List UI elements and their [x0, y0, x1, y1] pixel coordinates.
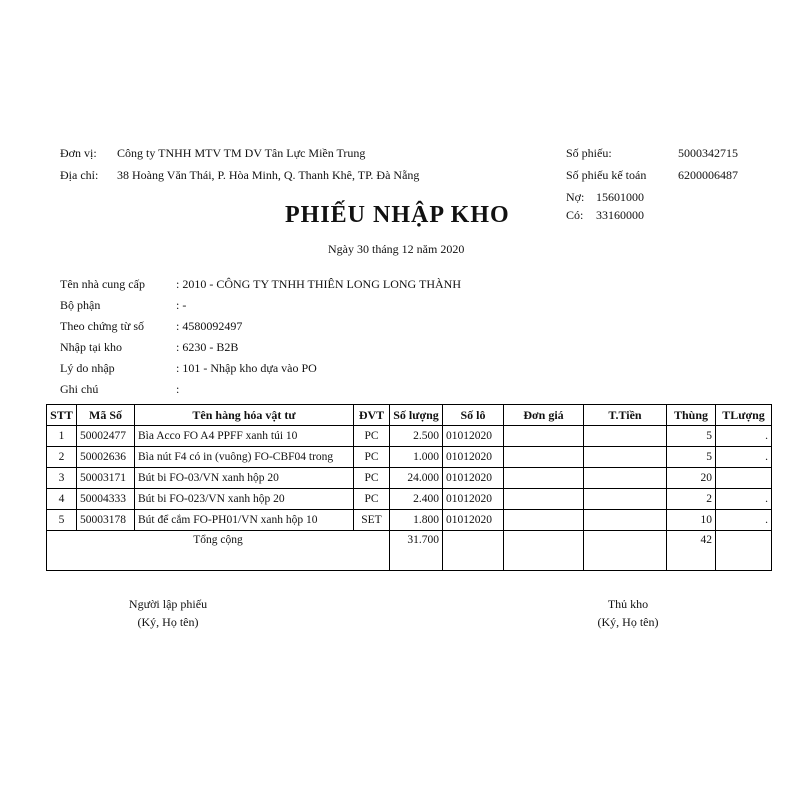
- info-value-warehouse: : 6230 - B2B: [176, 340, 239, 354]
- total-so-luong: 31.700: [390, 531, 443, 571]
- col-header-trong-luong: TLượng: [716, 405, 772, 426]
- cell-ten-hang: Bút bi FO-023/VN xanh hộp 20: [135, 489, 354, 510]
- table-header-row: [47, 405, 772, 426]
- cell-dvt: PC: [354, 489, 390, 510]
- don-vi-label: Đơn vị:: [60, 146, 97, 160]
- table-row: [47, 510, 772, 531]
- document-title: PHIẾU NHẬP KHO: [285, 202, 510, 228]
- info-label-note: Ghi chú: [60, 382, 99, 396]
- info-value-reason: : 101 - Nhập kho dựa vào PO: [176, 361, 317, 375]
- cell-ten-hang: Bút bi FO-03/VN xanh hộp 20: [135, 468, 354, 489]
- cell-thanh-tien: [584, 468, 667, 489]
- cell-so-lo: 01012020: [443, 468, 504, 489]
- no-label: Nợ:: [566, 190, 585, 204]
- cell-thung: 2: [667, 489, 716, 510]
- col-header-don-gia: Đơn giá: [504, 405, 584, 426]
- total-empty-thanh-tien: [584, 531, 667, 571]
- col-header-ma-so: Mã Số: [77, 405, 135, 426]
- no-value: 15601000: [596, 190, 644, 204]
- cell-thung: 10: [667, 510, 716, 531]
- document-date: Ngày 30 tháng 12 năm 2020: [328, 242, 465, 256]
- cell-don-gia: [504, 468, 584, 489]
- cell-ten-hang: Bút để cắm FO-PH01/VN xanh hộp 10: [135, 510, 354, 531]
- cell-thanh-tien: [584, 510, 667, 531]
- cell-dvt: SET: [354, 510, 390, 531]
- cell-thanh-tien: [584, 426, 667, 447]
- so-phieu-ke-toan-value: 6200006487: [678, 168, 738, 182]
- cell-stt: 4: [47, 489, 77, 510]
- cell-so-luong: 1.000: [390, 447, 443, 468]
- cell-thung: 20: [667, 468, 716, 489]
- table-row: [47, 447, 772, 468]
- col-header-so-lo: Số lô: [443, 405, 504, 426]
- info-label-warehouse: Nhập tại kho: [60, 340, 122, 354]
- items-table: [46, 404, 772, 571]
- so-phieu-ke-toan-label: Số phiếu kế toán: [566, 168, 647, 182]
- cell-ten-hang: Bìa nút F4 có in (vuông) FO-CBF04 trong: [135, 447, 354, 468]
- table-row: [47, 489, 772, 510]
- cell-trong-luong: .: [716, 426, 772, 447]
- cell-so-luong: 2.500: [390, 426, 443, 447]
- cell-don-gia: [504, 489, 584, 510]
- col-header-thanh-tien: T.Tiền: [584, 405, 667, 426]
- cell-ma-so: 50002636: [77, 447, 135, 468]
- col-header-dvt: ĐVT: [354, 405, 390, 426]
- dia-chi-label: Địa chỉ:: [60, 168, 99, 182]
- cell-dvt: PC: [354, 426, 390, 447]
- cell-so-lo: 01012020: [443, 510, 504, 531]
- info-label-supplier: Tên nhà cung cấp: [60, 277, 145, 291]
- cell-don-gia: [504, 426, 584, 447]
- cell-thanh-tien: [584, 447, 667, 468]
- cell-so-luong: 2.400: [390, 489, 443, 510]
- don-vi-value: Công ty TNHH MTV TM DV Tân Lực Miền Trung: [117, 146, 366, 160]
- cell-so-lo: 01012020: [443, 447, 504, 468]
- cell-don-gia: [504, 510, 584, 531]
- signature-right-title: Thủ kho: [607, 597, 649, 611]
- col-header-ten-hang: Tên hàng hóa vật tư: [135, 405, 354, 426]
- info-label-department: Bộ phận: [60, 298, 101, 312]
- total-row: [47, 531, 772, 571]
- cell-so-luong: 1.800: [390, 510, 443, 531]
- info-value-document-no: : 4580092497: [176, 319, 243, 333]
- cell-trong-luong: .: [716, 510, 772, 531]
- cell-thanh-tien: [584, 489, 667, 510]
- total-thung: 42: [667, 531, 716, 571]
- cell-so-lo: 01012020: [443, 426, 504, 447]
- co-value: 33160000: [596, 208, 644, 222]
- cell-dvt: PC: [354, 468, 390, 489]
- cell-trong-luong: [716, 468, 772, 489]
- col-header-stt: STT: [47, 405, 77, 426]
- total-empty-lo: [443, 531, 504, 571]
- signature-left-title: Người lập phiếu: [128, 597, 208, 611]
- cell-ma-so: 50003178: [77, 510, 135, 531]
- cell-ma-so: 50002477: [77, 426, 135, 447]
- col-header-so-luong: Số lượng: [390, 405, 443, 426]
- info-value-note: :: [176, 382, 180, 396]
- dia-chi-value: 38 Hoàng Văn Thái, P. Hòa Minh, Q. Thanh Khê, TP. Đà Nẵng: [117, 168, 420, 182]
- cell-so-lo: 01012020: [443, 489, 504, 510]
- col-header-thung: Thùng: [667, 405, 716, 426]
- so-phieu-label: Số phiếu:: [566, 146, 612, 160]
- info-label-document-no: Theo chứng từ số: [60, 319, 144, 333]
- cell-stt: 2: [47, 447, 77, 468]
- cell-ma-so: 50004333: [77, 489, 135, 510]
- table-row: [47, 426, 772, 447]
- cell-ma-so: 50003171: [77, 468, 135, 489]
- cell-stt: 1: [47, 426, 77, 447]
- cell-dvt: PC: [354, 447, 390, 468]
- cell-stt: 3: [47, 468, 77, 489]
- total-empty-don-gia: [504, 531, 584, 571]
- cell-ten-hang: Bìa Acco FO A4 PPFF xanh túi 10: [135, 426, 354, 447]
- signature-left-sub: (Ký, Họ tên): [137, 615, 199, 629]
- info-value-supplier: : 2010 - CÔNG TY TNHH THIÊN LONG LONG THÀNH: [176, 277, 461, 291]
- cell-thung: 5: [667, 426, 716, 447]
- total-label: Tổng cộng: [47, 531, 390, 571]
- cell-stt: 5: [47, 510, 77, 531]
- cell-trong-luong: .: [716, 489, 772, 510]
- co-label: Có:: [566, 208, 584, 222]
- cell-thung: 5: [667, 447, 716, 468]
- cell-don-gia: [504, 447, 584, 468]
- table-row: [47, 468, 772, 489]
- so-phieu-value: 5000342715: [678, 146, 738, 160]
- info-value-department: : -: [176, 298, 187, 312]
- info-label-reason: Lý do nhập: [60, 361, 115, 375]
- signature-right: [568, 595, 688, 631]
- cell-so-luong: 24.000: [390, 468, 443, 489]
- signature-right-sub: (Ký, Họ tên): [597, 615, 659, 629]
- signature-left: [108, 595, 228, 631]
- total-empty-trong-luong: [716, 531, 772, 571]
- cell-trong-luong: .: [716, 447, 772, 468]
